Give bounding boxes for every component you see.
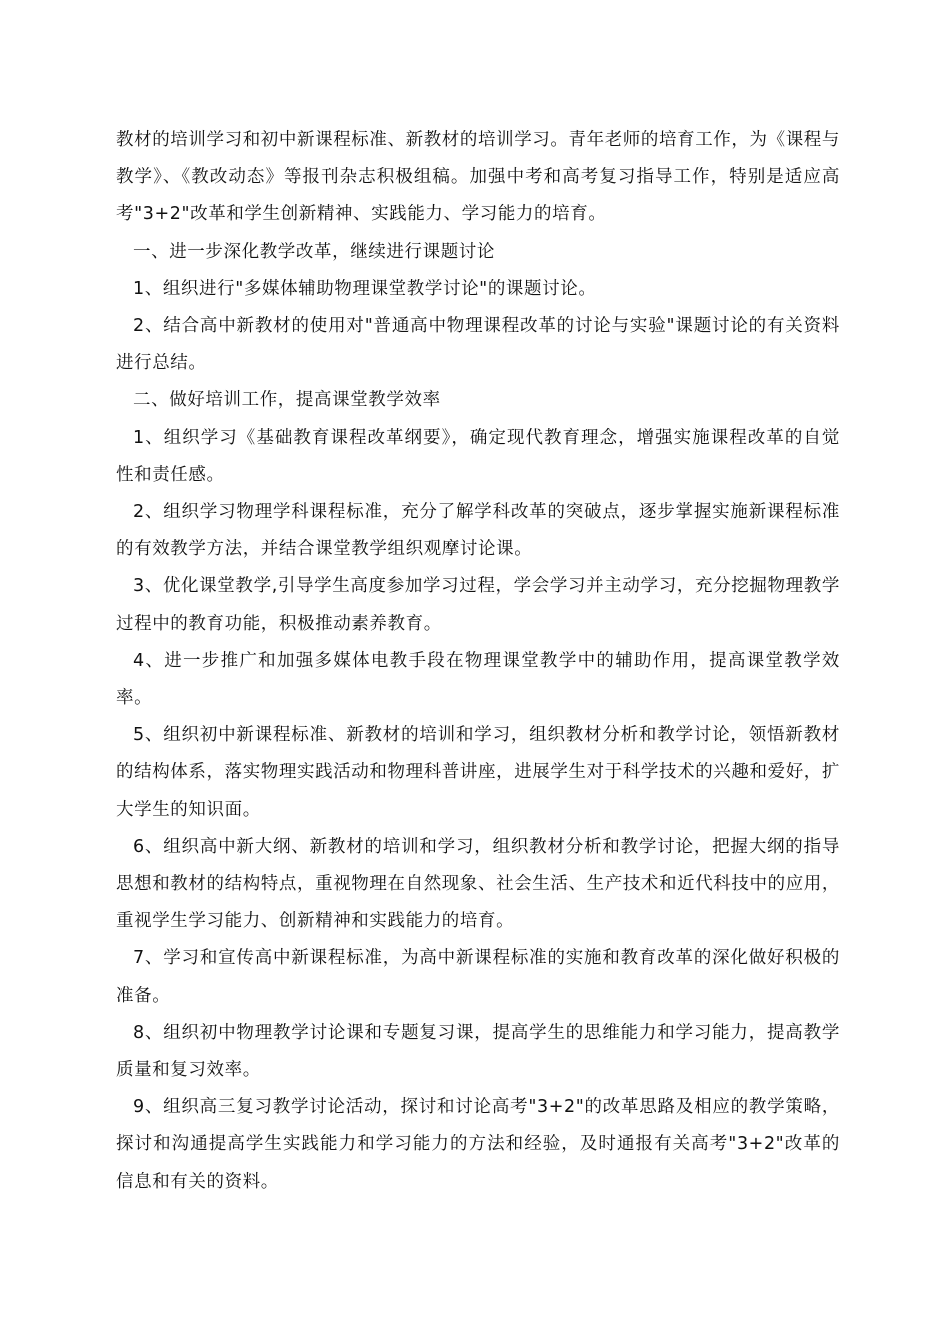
section-heading-2: 二、做好培训工作，提高课堂教学效率 <box>133 390 441 411</box>
list-item: 1、组织学习《基础教育课程改革纲要》，确定现代教育理念，增强实施课程改革的自觉性和责任感。 <box>116 427 840 485</box>
list-item: 7、学习和宣传高中新课程标准，为高中新课程标准的实施和教育改革的深化做好积极的准备。 <box>116 948 840 1006</box>
list-item: 8、组织初中物理教学讨论课和专题复习课，提高学生的思维能力和学习能力，提高教学质量和复习效率。 <box>116 1022 840 1081</box>
paragraph-continuation: 教材的培训学习和初中新课程标准、新教材的培训学习。青年老师的培育工作，为《课程与教学》、《教改动态》等报刊杂志积极组稿。加强中考和高考复习指导工作，特别是适应高考"3+2"改革和学生创新精神、实践能力、学习能力的培育。 <box>116 130 840 225</box>
list-item: 9、组织高三复习教学讨论活动，探讨和讨论高考"3+2"的改革思路及相应的教学策略，探讨和沟通提高学生实践能力和学习能力的方法和经验，及时通报有关高考"3+2"改革的信息和有关的资料。 <box>116 1097 840 1192</box>
list-item: 3、优化课堂教学,引导学生高度参加学习过程，学会学习并主动学习，充分挖掘物理教学过程中的教育功能，积极推动素养教育。 <box>116 576 840 634</box>
section-heading-1: 一、进一步深化教学改革，继续进行课题讨论 <box>133 241 495 262</box>
list-item: 5、组织初中新课程标准、新教材的培训和学习，组织教材分析和教学讨论，领悟新教材的结构体系，落实物理实践活动和物理科普讲座，进展学生对于科学技术的兴趣和爱好，扩大学生的知识面。 <box>116 725 840 820</box>
list-item: 2、组织学习物理学科课程标准，充分了解学科改革的突破点，逐步掌握实施新课程标准的有效教学方法，并结合课堂教学组织观摩讨论课。 <box>116 502 840 560</box>
list-item: 1、组织进行"多媒体辅助物理课堂教学讨论"的课题讨论。 <box>133 278 597 299</box>
document-body <box>116 122 840 1201</box>
list-item: 4、进一步推广和加强多媒体电教手段在物理课堂教学中的辅助作用，提高课堂教学效率。 <box>116 650 840 709</box>
list-item: 6、组织高中新大纲、新教材的培训和学习，组织教材分析和教学讨论，把握大纲的指导思想和教材的结构特点，重视物理在自然现象、社会生活、生产技术和近代科技中的应用，重视学生学习能力、创新精神和实践能力的培育。 <box>116 836 840 932</box>
list-item: 2、结合高中新教材的使用对"普通高中物理课程改革的讨论与实验"课题讨论的有关资料进行总结。 <box>116 316 840 374</box>
